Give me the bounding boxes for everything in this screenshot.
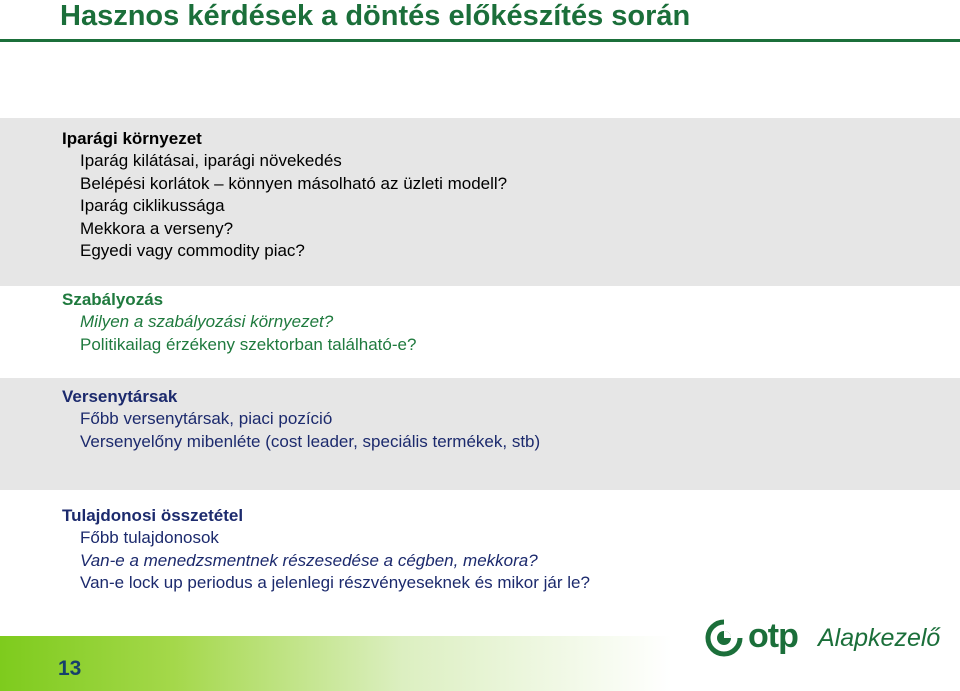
list-item: Iparág ciklikussága	[80, 196, 225, 216]
otp-swirl-icon	[704, 618, 744, 658]
list-item: Iparág kilátásai, iparági növekedés	[80, 151, 342, 170]
page-number: 13	[58, 657, 82, 680]
list-item: Van-e a menedzsmentnek részesedése a cégben, mekkora?	[80, 550, 538, 570]
section-regulation	[62, 289, 416, 356]
slide-title: Hasznos kérdések a döntés előkészítés során	[60, 0, 691, 32]
section-heading: Versenytársak	[62, 387, 178, 406]
section-industry-environment	[62, 128, 507, 263]
list-item: Főbb tulajdonosok	[80, 528, 219, 547]
section-heading: Szabályozás	[62, 290, 164, 309]
list-item: Milyen a szabályozási környezet?	[80, 312, 334, 331]
list-item: Politikailag érzékeny szektorban található-e?	[80, 334, 417, 354]
section-competitors	[62, 386, 540, 453]
section-ownership-structure	[62, 505, 590, 595]
list-item: Belépési korlátok – könnyen másolható az üzleti modell?	[80, 173, 508, 193]
list-item: Versenyelőny mibenléte (cost leader, speciális termékek, stb)	[80, 431, 541, 451]
title-underline	[0, 39, 960, 42]
list-item: Van-e lock up periodus a jelenlegi részvényeseknek és mikor jár le?	[80, 573, 590, 593]
logo-brand-text: otp	[748, 617, 798, 655]
list-item: Egyedi vagy commodity piac?	[80, 241, 305, 261]
logo-subtitle-text: Alapkezelő	[818, 624, 941, 652]
list-item: Főbb versenytársak, piaci pozíció	[80, 409, 333, 428]
section-heading: Iparági környezet	[62, 129, 202, 148]
otp-alapkezelo-logo	[704, 616, 941, 662]
section-heading: Tulajdonosi összetétel	[62, 506, 244, 525]
list-item: Mekkora a verseny?	[80, 218, 234, 238]
